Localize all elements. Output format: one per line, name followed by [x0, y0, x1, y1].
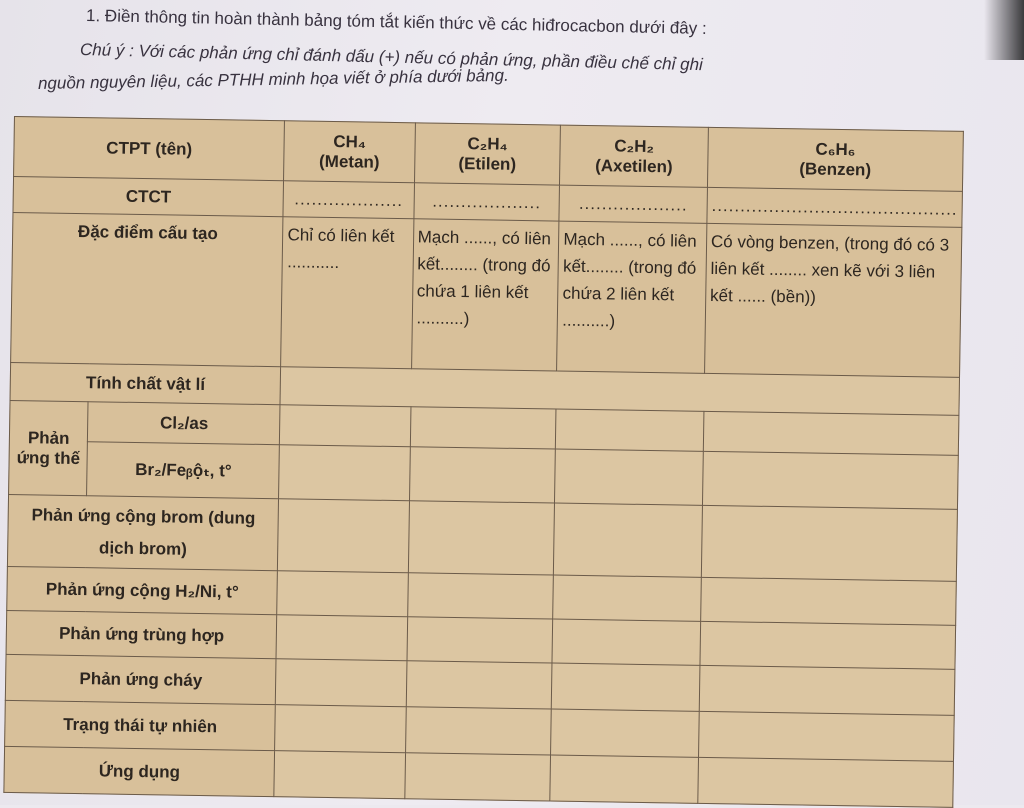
hydrogen-cell-methane[interactable]: [277, 571, 408, 617]
hydrogen-cell-ethylene[interactable]: [407, 573, 553, 619]
substitution-cl2-label: Cl₂/as: [88, 402, 281, 445]
formula-c2h2: C₂H₂: [614, 135, 655, 156]
br2-cell-benzene[interactable]: [702, 451, 958, 509]
formula-c2h4: C₂H₄: [467, 133, 508, 154]
structure-cell-benzene: Có vòng benzen, (trong đó có 3 liên kết ........ xen kẽ với 3 liên kết ...... (bền)): [704, 223, 961, 377]
combustion-label: Phản ứng cháy: [5, 654, 276, 704]
combustion-cell-acetylene[interactable]: [552, 663, 700, 711]
column-header-acetylene: [560, 125, 708, 187]
ctct-cell-benzene[interactable]: ...........................................: [707, 187, 963, 227]
ctct-cell-acetylene[interactable]: ...................: [559, 185, 707, 223]
application-cell-acetylene[interactable]: [550, 755, 698, 803]
physical-label: Tính chất vật lí: [10, 362, 281, 404]
exercise-title: 1. Điền thông tin hoàn thành bảng tóm tắt kiến thức về các hiđrocacbon dưới đây :: [85, 6, 707, 38]
substitution-br2-label: Br₂/Feᵦộₜ, t°: [87, 442, 280, 499]
column-header-methane: [284, 121, 415, 183]
ctct-cell-ethylene[interactable]: ...................: [414, 183, 560, 221]
hydrogen-addition-label: Phản ứng cộng H₂/Ni, t°: [7, 566, 278, 614]
exercise-note-line-1: Chú ý : Với các phản ứng chỉ đánh dấu (+) nếu có phản ứng, phần điều chế chỉ ghi: [79, 40, 704, 75]
column-header-benzene: [707, 127, 963, 191]
structure-row: [11, 212, 962, 377]
cl2-cell-methane[interactable]: [280, 405, 411, 447]
application-cell-ethylene[interactable]: [404, 753, 550, 801]
polymerization-cell-ethylene[interactable]: [407, 617, 553, 663]
polymerization-cell-benzene[interactable]: [700, 621, 956, 669]
natural-state-label: Trạng thái tự nhiên: [5, 700, 276, 750]
bromine-cell-acetylene[interactable]: [554, 503, 703, 577]
hydrogen-cell-benzene[interactable]: [701, 577, 957, 625]
bromine-addition-label: Phản ứng cộng brom (dung dịch brom): [7, 494, 279, 570]
structure-cell-acetylene: Mạch ......, có liên kết........ (trong đó chứa 2 liên kết ..........): [557, 221, 707, 373]
bromine-cell-ethylene[interactable]: [408, 501, 555, 575]
header-label: CTPT (tên): [14, 117, 285, 181]
polymerization-cell-methane[interactable]: [276, 615, 407, 661]
exercise-note-line-2: nguồn nguyên liệu, các PTHH minh họa viết ở phía dưới bảng.: [37, 65, 509, 93]
ctct-cell-methane[interactable]: ...................: [283, 181, 414, 219]
name-benzene: (Benzen): [799, 158, 872, 179]
name-methane: (Metan): [318, 151, 380, 172]
structure-label: Đặc điểm cấu tạo: [11, 212, 284, 366]
br2-cell-methane[interactable]: [279, 445, 410, 501]
name-ethylene: (Etilen): [458, 153, 517, 174]
application-cell-methane[interactable]: [274, 751, 405, 799]
bromine-cell-methane[interactable]: [278, 499, 409, 573]
hydrogen-cell-acetylene[interactable]: [553, 575, 701, 621]
br2-cell-acetylene[interactable]: [555, 449, 703, 505]
structure-cell-methane: Chỉ có liên kết ...........: [281, 217, 413, 369]
cl2-cell-acetylene[interactable]: [556, 409, 704, 451]
combustion-cell-methane[interactable]: [276, 659, 407, 707]
photo-shadow: [984, 0, 1024, 60]
bromine-cell-benzene[interactable]: [701, 505, 957, 581]
natural-cell-ethylene[interactable]: [405, 707, 551, 755]
formula-c6h6: C₆H₆: [815, 139, 856, 159]
combustion-cell-ethylene[interactable]: [406, 661, 552, 709]
column-header-ethylene: [414, 123, 561, 185]
hydrocarbon-summary-table: [3, 116, 964, 808]
br2-cell-ethylene[interactable]: [409, 447, 556, 503]
application-label: Ứng dụng: [4, 746, 275, 796]
name-acetylene: (Axetilen): [595, 155, 673, 176]
natural-cell-methane[interactable]: [275, 705, 406, 753]
structure-cell-ethylene: Mạch ......, có liên kết........ (trong đó chứa 1 liên kết ..........): [411, 219, 559, 371]
combustion-cell-benzene[interactable]: [699, 665, 955, 715]
formula-ch4: CH₄: [333, 131, 367, 152]
cl2-cell-ethylene[interactable]: [410, 407, 556, 449]
ctct-label: CTCT: [13, 177, 284, 217]
table-wrapper: [3, 116, 964, 808]
natural-cell-benzene[interactable]: [698, 711, 954, 761]
application-cell-benzene[interactable]: [698, 757, 954, 807]
substitution-label: Phản ứng thế: [9, 400, 89, 495]
polymerization-cell-acetylene[interactable]: [552, 619, 700, 665]
polymerization-label: Phản ứng trùng hợp: [6, 610, 277, 658]
cl2-cell-benzene[interactable]: [703, 411, 959, 455]
natural-cell-acetylene[interactable]: [551, 709, 699, 757]
